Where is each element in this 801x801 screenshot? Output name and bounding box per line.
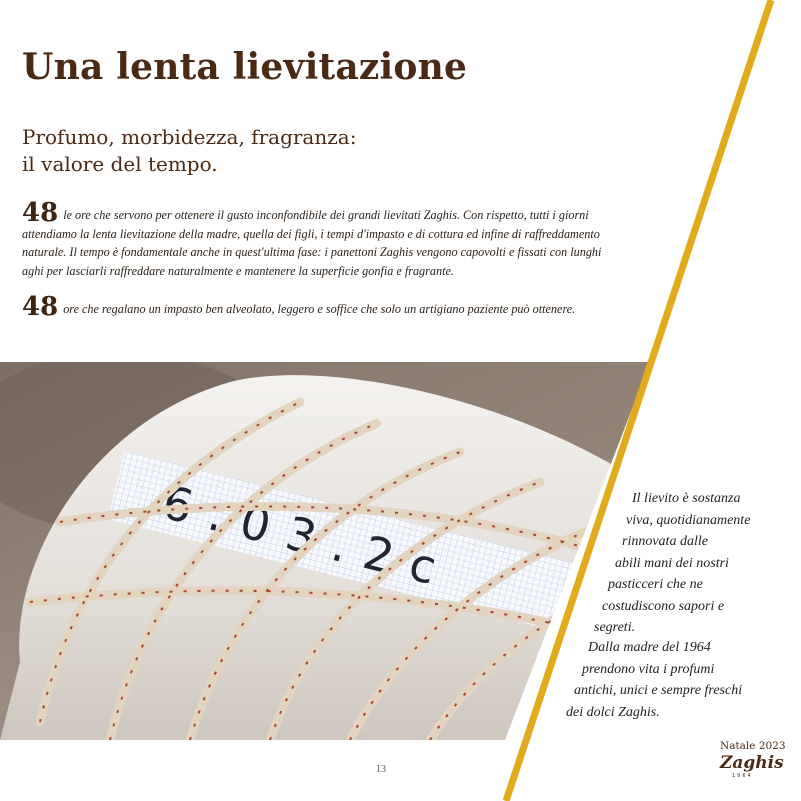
sidebar-line: viva, quotidianamente — [626, 512, 751, 528]
sidebar-line: Il lievito è sostanza — [632, 491, 741, 506]
sidebar-line: Dalla madre del 1964 — [588, 640, 711, 655]
footer-label: Natale 2023 — [720, 740, 786, 752]
subtitle-line-2: il valore del tempo. — [22, 152, 218, 176]
paragraph-line: aghi per lasciarli raffreddare naturalmente e mantenere la superficie gonfia e fragrante. — [22, 263, 454, 278]
sidebar-line: abili mani dei nostri — [615, 555, 729, 571]
sidebar-line: pasticceri che ne — [608, 577, 703, 592]
paragraph-line: naturale. Il tempo è fondamentale anche in quest'ultima fase: i panettoni Zaghis vengono capovolti e fissati con lunghi — [22, 245, 602, 259]
sidebar-line: antichi, unici e sempre freschi — [574, 683, 743, 698]
paragraph-text: ore che regalano un impasto ben alveolato, leggero e soffice che solo un artigiano paziente può ottenere. — [63, 302, 576, 316]
sidebar-text-block-2 — [566, 637, 742, 723]
zaghis-logo: Zaghis — [720, 753, 784, 773]
sidebar-line: prendono vita i profumi — [582, 661, 715, 677]
photo-label-text: 6.03.2c — [157, 474, 460, 600]
sidebar-line: rinnovata dalle — [622, 534, 708, 549]
subtitle-line-1: Profumo, morbidezza, fragranza: — [22, 125, 357, 149]
sidebar-text-block-1 — [594, 488, 751, 639]
page-title: Una lenta lievitazione — [22, 46, 468, 88]
big-number-48: 48 — [22, 198, 59, 228]
zaghis-logo-year: 1964 — [732, 773, 753, 779]
sidebar-line: costudiscono sapori e — [602, 598, 725, 614]
paragraph-text: le ore che servono per ottenere il gusto inconfondibile dei grandi lievitati Zaghis. Con rispetto, tutti i giorni — [63, 208, 589, 222]
page-number: 13 — [376, 764, 386, 775]
sidebar-line: segreti. — [594, 620, 636, 635]
sidebar-line: dei dolci Zaghis. — [566, 704, 660, 720]
paragraph-line: attendiamo la lenta lievitazione della madre, quella dei figli, i tempi d'impasto e di cottura ed infine di raffreddamento — [22, 226, 600, 241]
big-number-48: 48 — [22, 292, 59, 322]
